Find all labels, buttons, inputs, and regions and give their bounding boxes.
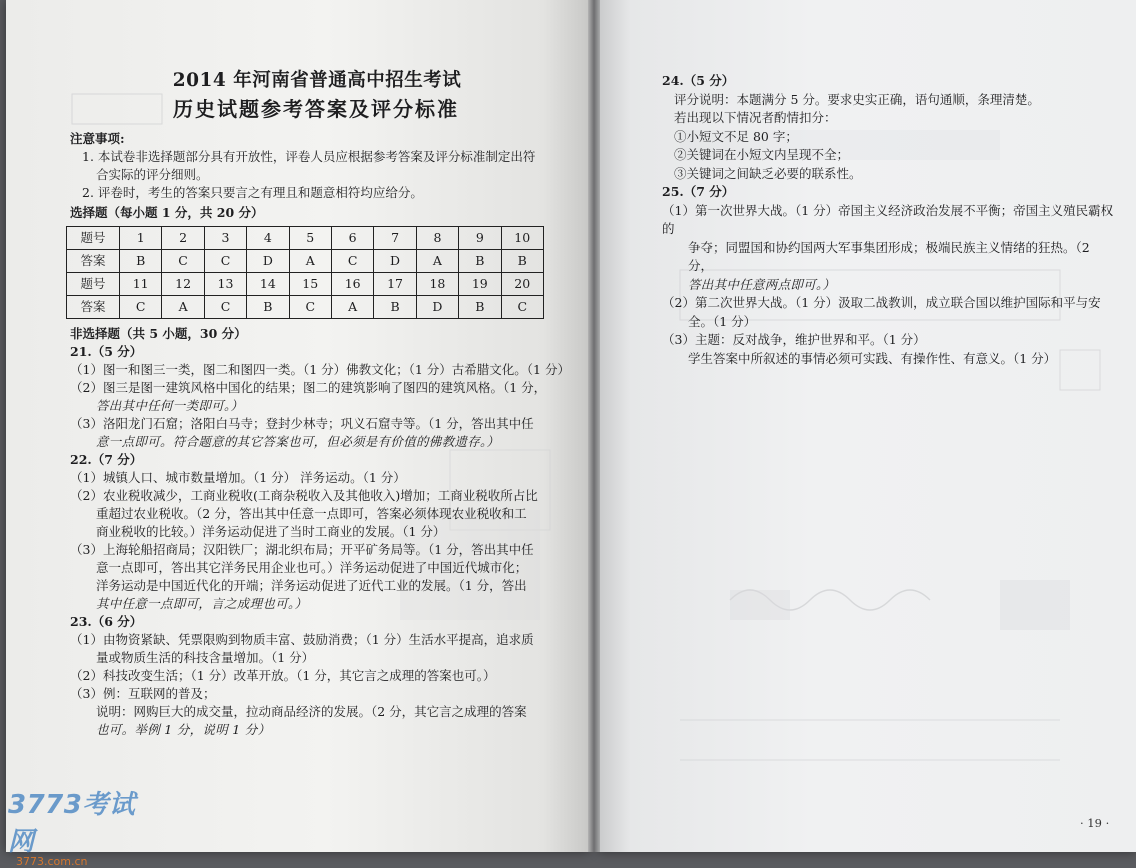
table-row [67,273,544,296]
answer-line: （3）洛阳龙门石窟；洛阳白马寺；登封少林寺；巩义石窟寺等。（1 分，答出其中任 [70,416,534,431]
question-21-heading: 21.（5 分） [70,344,143,359]
question-number: 14 [247,273,289,296]
answer-line: 重超过农业税收。（2 分，答出其中任意一点即可，答案必须体现农业税收和工 [96,506,527,521]
choice-heading: 选择题（每小题 1 分，共 20 分） [70,205,264,220]
site-watermark [8,784,158,868]
answer-cell: C [162,250,204,273]
answer-cell: A [162,296,204,319]
nonchoice-heading: 非选择题（共 5 小题，30 分） [70,326,247,341]
table-row [67,227,544,250]
answer-table [66,226,544,319]
question-number: 6 [331,227,373,250]
table-row [67,250,544,273]
question-number: 13 [204,273,246,296]
question-22-heading: 22.（7 分） [70,452,143,467]
answer-line: （2）农业税收减少，工商业税收(工商杂税收入及其他收入)增加；工商业税收所占比 [70,488,538,503]
answer-line: （1）城镇人口、城市数量增加。（1 分） 洋务运动。（1 分） [70,470,406,485]
answer-line: 量或物质生活的科技含量增加。（1 分） [96,650,315,665]
answer-line: 若出现以下情况者酌情扣分： [674,110,837,125]
question-number: 16 [331,273,373,296]
question-number: 11 [120,273,162,296]
answer-line: 也可。举例 1 分，说明 1 分） [96,722,271,737]
notice-item: 合实际的评分细则。 [96,167,209,182]
answer-line: 商业税收的比较。）洋务运动促进了当时工商业的发展。（1 分） [96,524,446,539]
answer-line: （2）科技改变生活；（1 分）改革开放。（1 分，其它言之成理的答案也可。） [70,668,496,683]
answer-cell: C [501,296,543,319]
answer-cell: B [459,250,501,273]
question-25-heading: 25.（7 分） [662,184,735,199]
answer-line: 说明：网购巨大的成交量，拉动商品经济的发展。（2 分，其它言之成理的答案 [96,704,527,719]
question-number: 10 [501,227,543,250]
answer-cell: B [374,296,416,319]
answer-line: 全。（1 分） [688,313,757,329]
answer-line: 学生答案中所叙述的事情必须可实践、有操作性、有意义。（1 分） [688,350,1057,366]
question-number: 20 [501,273,543,296]
answer-cell: D [374,250,416,273]
row-label: 题号 [67,227,120,250]
question-number: 17 [374,273,416,296]
answer-line: （2）第二次世界大战。（1 分）汲取二战教训，成立联合国以维护国际和平与安 [662,295,1101,310]
answer-cell: B [120,250,162,273]
answer-cell: A [331,296,373,319]
row-label: 题号 [67,273,120,296]
answer-line: 意一点即可。符合题意的其它答案也可，但必须是有价值的佛教遗存。） [96,434,500,449]
answer-cell: A [289,250,331,273]
answer-line: （3）主题：反对战争，维护世界和平。（1 分） [662,332,926,347]
question-number: 1 [120,227,162,250]
answer-line: （3）例：互联网的普及； [70,686,216,701]
answer-line: （2）图三是图一建筑风格中国化的结果；图二的建筑影响了图四的建筑风格。（1 分， [70,380,547,395]
answer-cell: B [501,250,543,273]
answer-cell: D [416,296,458,319]
answer-cell: C [120,296,162,319]
question-number: 9 [459,227,501,250]
table-row [67,296,544,319]
answer-line: ③关键词之间缺乏必要的联系性。 [674,165,862,181]
answer-line: ①小短文不足 80 字； [674,128,798,144]
book-gutter [588,0,600,852]
answer-line: ②关键词在小短文内呈现不全； [674,147,850,162]
watermark-brand: 3773考试网 [8,790,136,857]
doc-title-line1: 2014 年河南省普通高中招生考试 [172,70,462,91]
question-number: 15 [289,273,331,296]
answer-line: 其中任意一点即可，言之成理也可。） [96,596,308,611]
question-number: 4 [247,227,289,250]
question-24-heading: 24.（5 分） [662,73,735,88]
answer-line: （1）由物资紧缺、凭票限购到物质丰富、鼓励消费；（1 分）生活水平提高，追求质 [70,632,534,647]
question-number: 8 [416,227,458,250]
question-number: 19 [459,273,501,296]
row-label: 答案 [67,296,120,319]
question-23-heading: 23.（6 分） [70,614,143,629]
answer-line: 评分说明：本题满分 5 分。要求史实正确，语句通顺，条理清楚。 [674,91,1040,107]
answer-cell: C [331,250,373,273]
doc-title-line2: 历史试题参考答案及评分标准 [173,97,459,121]
answer-cell: C [204,296,246,319]
question-number: 12 [162,273,204,296]
answer-line: （1）图一和图三一类，图二和图四一类。（1 分）佛教文化；（1 分）古希腊文化。（1 分） [70,362,570,377]
notice-heading: 注意事项: [70,131,125,146]
answer-cell: C [289,296,331,319]
answer-sheet-left [70,72,570,739]
question-number: 3 [204,227,246,250]
answer-line: （3）上海轮船招商局；汉阳铁厂；湖北织布局；开平矿务局等。（1 分，答出其中任 [70,542,534,557]
answer-line: 答出其中任意两点即可。） [688,276,836,292]
answer-sheet-right [662,72,1117,368]
question-number: 5 [289,227,331,250]
answer-line: 答出其中任何一类即可。） [96,398,244,413]
answer-line: 争夺；同盟国和协约国两大军事集团形成；极端民族主义情绪的狂热。（2 分， [688,239,1090,273]
notice-item: 2. 评卷时，考生的答案只要言之有理且和题意相符均应给分。 [82,185,423,200]
notice-item: 1. 本试卷非选择题部分具有开放性，评卷人员应根据参考答案及评分标准制定出符 [82,149,536,164]
question-number: 18 [416,273,458,296]
answer-cell: A [416,250,458,273]
watermark-url: 3773.com.cn [16,855,88,868]
question-number: 2 [162,227,204,250]
answer-line: 意一点即可，答出其它洋务民用企业也可。）洋务运动促进了中国近代城市化； [96,560,528,575]
answer-cell: C [204,250,246,273]
answer-cell: B [459,296,501,319]
answer-cell: D [247,250,289,273]
answer-line: 洋务运动是中国近代化的开端；洋务运动促进了近代工业的发展。（1 分，答出 [96,578,527,593]
answer-cell: B [247,296,289,319]
answer-line: （1）第一次世界大战。（1 分）帝国主义经济政治发展不平衡；帝国主义殖民霸权的 [662,202,1114,236]
question-number: 7 [374,227,416,250]
row-label: 答案 [67,250,120,273]
page-number: · 19 · [1080,816,1110,830]
